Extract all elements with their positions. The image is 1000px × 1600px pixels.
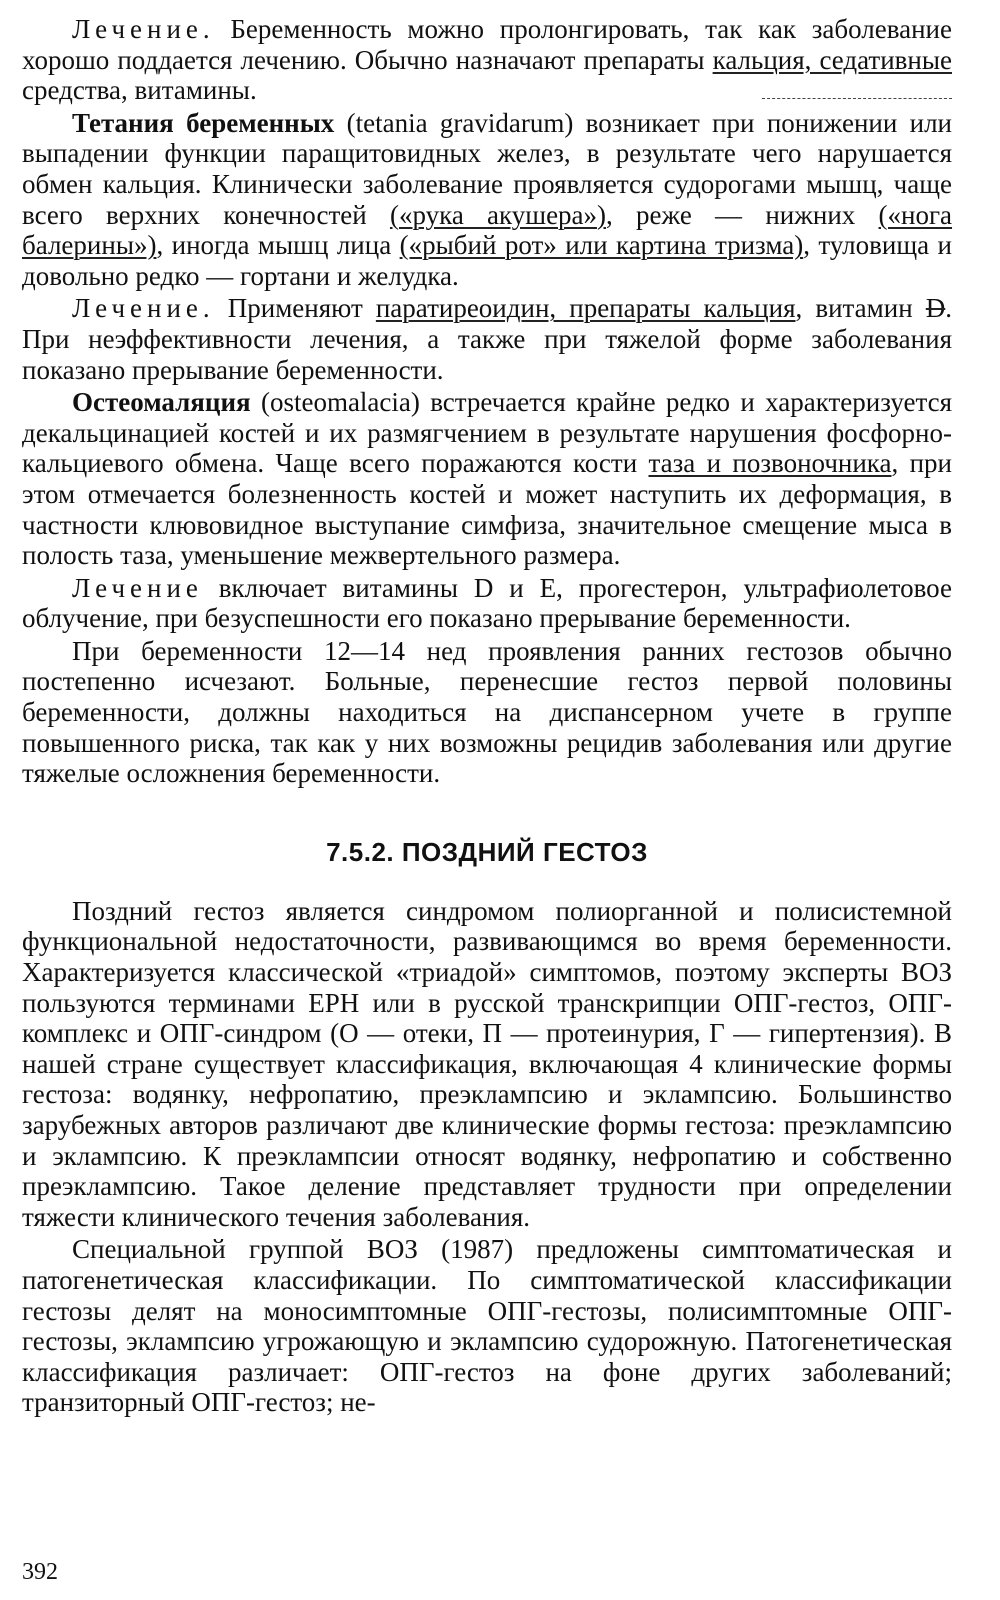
pen-underline: кальция, седативные — [712, 44, 952, 75]
paragraph-text: . При неэффективности лечения, а также при тяжелой форме заболевания показано прерывание беременности. — [22, 293, 953, 385]
book-page — [22, 14, 952, 1586]
paragraph-treatment-1 — [22, 14, 952, 106]
pen-underline: («рыбий рот» или картина тризма) — [399, 230, 804, 261]
pen-underline: паратиреоидин, препараты кальция — [375, 293, 796, 324]
section-heading: 7.5.2. ПОЗДНИЙ ГЕСТОЗ — [326, 836, 648, 867]
paragraph-follow-up — [22, 636, 952, 789]
treatment-lead: Лечение — [72, 572, 203, 603]
paragraph-late-gestosis — [22, 896, 952, 1233]
pen-strikethrough: D — [925, 293, 946, 324]
paragraph-who-classification — [22, 1234, 952, 1418]
paragraph-text: Применяют — [214, 293, 376, 324]
paragraph-treatment-2 — [22, 293, 952, 385]
paragraph-text: Специальной группой ВОЗ (1987) предложены симптоматическая и патогенетическая классификации. По симптоматической классификации гестозы делят на моносимптомные ОПГ-гестозы, полисимптомные ОПГ-гестозы, эклампсию угрожающую и эклампсию судорожную. Патогенетическая классификация различает: ОПГ-гестоз на фоне других заболеваний; транзиторный ОПГ-гестоз; не- — [22, 1234, 952, 1418]
term-osteomalacia: Остеомаляция — [72, 387, 251, 418]
paragraph-text: При беременности 12—14 нед проявления ранних гестозов обычно постепенно исчезают. Больные, перенесшие гестоз первой половины беременности, должны находиться на диспансерном учете в группе повышенного риска, так как у них возможны рецидив заболевания или другие тяжелые осложнения беременности. — [22, 635, 952, 789]
paragraph-text: , иногда мышц лица — [156, 230, 400, 261]
pen-underline: таза и позвоночника — [648, 448, 892, 479]
paragraph-text: Беременность можно пролонгировать, так как заболевание хорошо поддается лечению. Обычно назначают препараты — [22, 14, 952, 75]
page-number: 392 — [22, 1559, 58, 1585]
paragraph-text: , при этом отмечается болезненность костей и может наступить их деформация, в частности клювовидное выступание симфиза, значительное смещение мыса в полость таза, уменьшение межвертельного размера. — [22, 448, 952, 571]
paragraph-tetania — [22, 108, 952, 292]
paragraph-text: (tetania gravidarum) возникает при понижении или выпадении функции паращитовидных желез, в результате чего нарушается обмен кальция. Клинически заболевание проявляется судорогами мышц, чаще всего верхних конечностей — [22, 107, 952, 230]
paragraph-text: , реже — нижних — [606, 199, 879, 230]
paragraph-text: Поздний гестоз является синдромом полиорганной и полисистемной функциональной недостаточности, развивающимся во время беременности. Характеризуется классической «триадой» симптомов, поэтому эксперты ВОЗ пользуются терминами EPH или в русской транскрипции ОПГ-гестоз, ОПГ-комплекс и ОПГ-синдром (О — отеки, П — протеинурия, Г — гипертензия). В нашей стране существует классификация, включающая 4 клинические формы гестоза: водянку, нефропатию, преэклампсию и эклампсию. Большинство зарубежных авторов различают две клинические формы гестоза: преэклампсию и эклампсию. К преэклампсии относят водянку, нефропатию и собственно преэклампсию. Такое деление представляет трудности при определении тяжести клинического течения заболевания. — [22, 895, 952, 1232]
treatment-lead: Лечение. — [72, 14, 215, 44]
paragraph-text: средства, витамины. — [22, 75, 257, 106]
paragraph-text: включает витамины D и E, прогестерон, ультрафиолетовое облучение, при безуспешности его показано прерывание беременности. — [22, 572, 952, 634]
pen-underline: («нога балерины») — [22, 199, 953, 261]
paragraph-treatment-3 — [22, 573, 952, 634]
treatment-lead: Лечение. — [72, 293, 215, 324]
paragraph-text: , витамин — [795, 293, 926, 324]
pen-mark-dash — [762, 98, 952, 99]
paragraph-text: (osteomalacia) встречается крайне редко и характеризуется декальцинацией костей и их размягчением в результате нарушения фосфорно-кальциевого обмена. Чаще всего поражаются кости — [22, 387, 952, 479]
term-tetania: Тетания беременных — [72, 107, 335, 138]
paragraph-osteomalacia — [22, 387, 952, 571]
pen-underline: («рука акушера») — [389, 199, 607, 230]
paragraph-text: , туловища и довольно редко — гортани и желудка. — [22, 230, 952, 291]
